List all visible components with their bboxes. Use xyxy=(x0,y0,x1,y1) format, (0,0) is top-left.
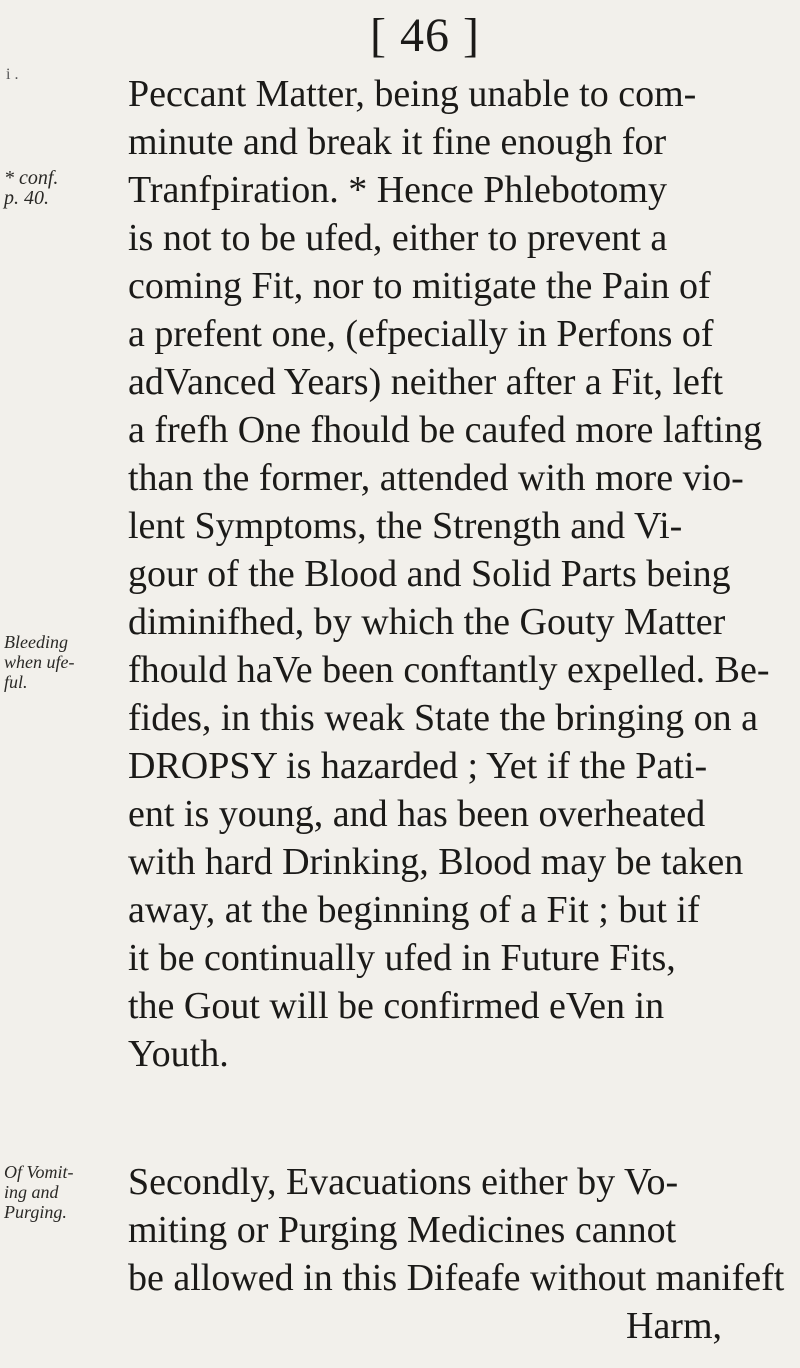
page-number: [ 46 ] xyxy=(370,9,480,62)
corner-mark: i . xyxy=(6,66,19,83)
text-line: diminifhed, by which the Gouty Matter xyxy=(128,601,726,643)
text-line: with hard Drinking, Blood may be taken xyxy=(128,841,744,883)
text-line: coming Fit, nor to mitigate the Pain of xyxy=(128,265,711,307)
text-line: a prefent one, (efpecially in Perfons of xyxy=(128,313,714,355)
text-line: Youth. xyxy=(128,1033,229,1075)
text-line: ent is young, and has been overheated xyxy=(128,793,706,835)
margin-note-conf-line-2: p. 40. xyxy=(4,187,49,209)
margin-note-vomiting-line-1: Of Vomit- xyxy=(4,1162,74,1182)
text-line: adVanced Years) neither after a Fit, left xyxy=(128,361,724,403)
margin-note-conf-line-1: * conf. xyxy=(4,167,59,189)
text-line: it be continually ufed in Future Fits, xyxy=(128,937,676,979)
text-line: the Gout will be confirmed eVen in xyxy=(128,985,665,1027)
text-line: fides, in this weak State the bringing on a xyxy=(128,697,759,739)
text-line: gour of the Blood and Solid Parts being xyxy=(128,553,731,595)
text-line: Secondly, Evacuations either by Vo- xyxy=(128,1161,679,1203)
text-line: is not to be ufed, either to prevent a xyxy=(128,217,668,259)
text-line: a frefh One fhould be caufed more lafting xyxy=(128,409,763,451)
text-line: Peccant Matter, being unable to com- xyxy=(128,73,697,115)
text-line: be allowed in this Difeafe without manifeft xyxy=(128,1257,785,1299)
margin-note-bleeding-line-1: Bleeding xyxy=(4,632,68,652)
margin-note-bleeding xyxy=(4,632,74,692)
text-line: minute and break it fine enough for xyxy=(128,121,667,163)
text-line: miting or Purging Medicines cannot xyxy=(128,1209,677,1251)
text-line: Tranfpiration. * Hence Phlebotomy xyxy=(128,169,667,211)
margin-note-vomiting-line-2: ing and xyxy=(4,1182,59,1202)
text-line: DROPSY is hazarded ; Yet if the Pati- xyxy=(128,745,708,787)
text-line: than the former, attended with more vio- xyxy=(128,457,744,499)
text-line: fhould haVe been conftantly expelled. Be- xyxy=(128,649,770,691)
margin-note-bleeding-line-3: ful. xyxy=(4,672,28,692)
text-line: lent Symptoms, the Strength and Vi- xyxy=(128,505,683,547)
margin-note-bleeding-line-2: when ufe- xyxy=(4,652,75,672)
margin-note-vomiting xyxy=(4,1162,74,1222)
margin-note-vomiting-line-3: Purging. xyxy=(4,1202,67,1222)
text-line: away, at the beginning of a Fit ; but if xyxy=(128,889,700,931)
text-line: Harm, xyxy=(626,1305,723,1347)
margin-note-conf xyxy=(4,168,58,208)
